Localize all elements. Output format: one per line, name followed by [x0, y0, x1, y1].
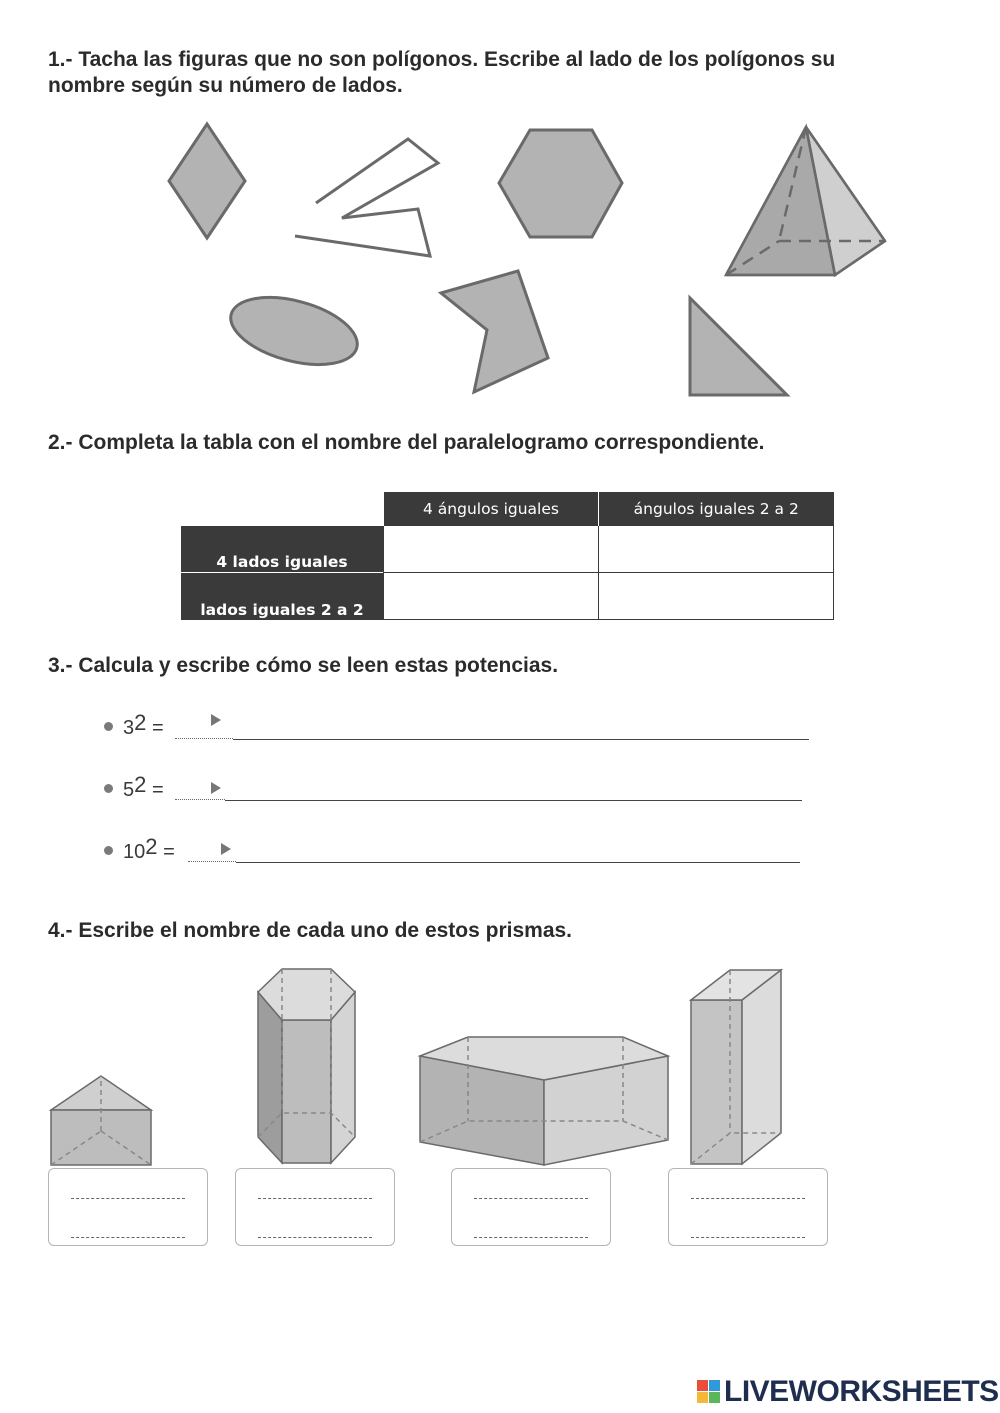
answer-box-3[interactable]: [451, 1168, 611, 1246]
hexagonal-prism[interactable]: [258, 969, 355, 1163]
logo-text: LIVEWORKSHEETS: [724, 1375, 999, 1408]
answer-line[interactable]: [691, 1198, 805, 1199]
answer-line[interactable]: [71, 1198, 185, 1199]
power-2: $5^2$ =: [123, 772, 164, 801]
logo-square-icon: [709, 1392, 720, 1403]
question-4: 4.- Escribe el nombre de cada uno de estos prismas.: [48, 919, 573, 942]
liveworksheets-logo[interactable]: [697, 1375, 997, 1409]
row-header-lados-2a2: lados iguales 2 a 2: [181, 573, 384, 620]
answer-line[interactable]: [258, 1198, 372, 1199]
answer-box-2[interactable]: [235, 1168, 395, 1246]
power-3: $10^2$ =: [123, 834, 175, 863]
logo-square-icon: [697, 1392, 708, 1403]
row-header-4-lados: 4 lados iguales: [181, 526, 384, 573]
logo-square-icon: [709, 1380, 720, 1391]
question-2: 2.- Completa la tabla con el nombre del paralelogramo correspondiente.: [48, 431, 765, 454]
answer-line[interactable]: [258, 1237, 372, 1238]
triangular-prism[interactable]: [51, 1076, 151, 1165]
question-3: 3.- Calcula y escribe cómo se leen estas potencias.: [48, 654, 559, 677]
logo-square-icon: [697, 1380, 708, 1391]
answer-line[interactable]: [474, 1237, 588, 1238]
answer-line[interactable]: [71, 1237, 185, 1238]
pentagonal-prism[interactable]: [420, 1037, 668, 1165]
answer-line[interactable]: [691, 1237, 805, 1238]
answer-box-1[interactable]: [48, 1168, 208, 1246]
answer-line[interactable]: [474, 1198, 588, 1199]
col-header-4-angulos: 4 ángulos iguales: [384, 492, 599, 526]
power-1: $3^2$ =: [123, 710, 164, 739]
question-1-line-1: 1.- Tacha las figuras que no son polígonos. Escribe al lado de los polígonos su: [48, 48, 836, 71]
rectangular-prism[interactable]: [691, 970, 781, 1164]
question-1-line-2: nombre según su número de lados.: [48, 74, 403, 97]
answer-box-4[interactable]: [668, 1168, 828, 1246]
col-header-angulos-2a2: ángulos iguales 2 a 2: [599, 492, 834, 526]
